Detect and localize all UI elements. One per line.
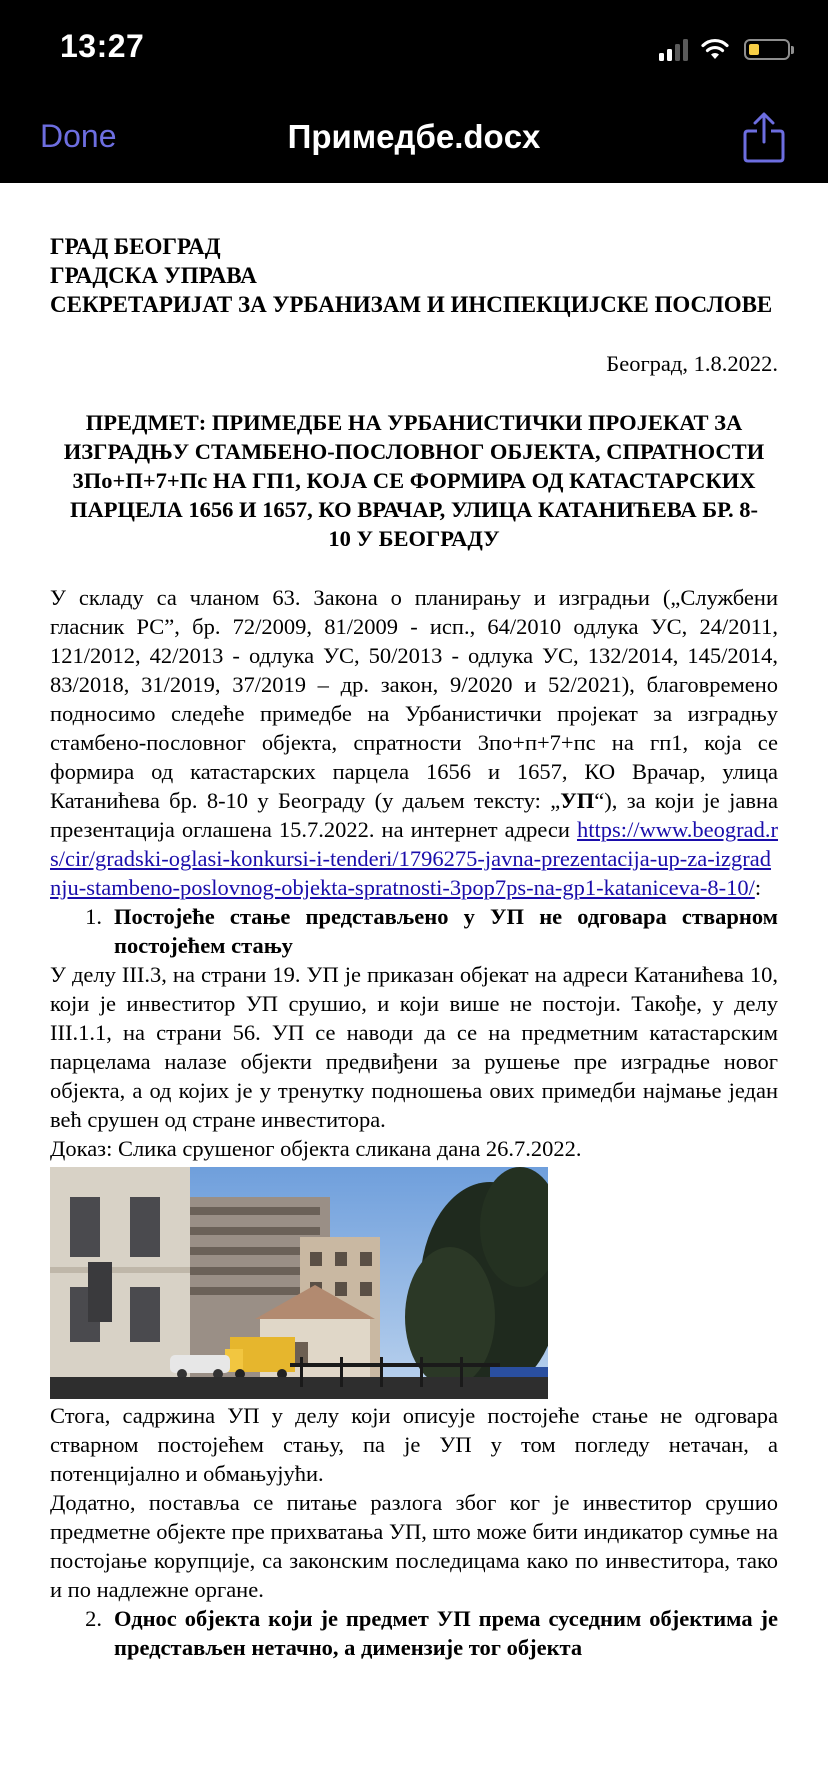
wifi-icon [700, 38, 730, 60]
conclusion-paragraph: Стога, садржина УП у делу који описује постојеће стање не одговара стварном постојећем стању, па је УП у том погледу нетачан, а потенцијално и обмањујући. [50, 1403, 778, 1486]
share-icon[interactable] [742, 112, 786, 164]
presentation-link[interactable]: https://www.beograd.rs/cir/gradski-oglasi-konkursi-i-tenderi/1796275-javna-prezentacija-up-za-izgradnju-stambeno-poslovnog-objekta-spratnosti-3pop7ps-na-gp1-kataniceva-8-10/ [50, 817, 778, 900]
list-number: 2. [85, 1606, 102, 1631]
demolished-building-photo [50, 1167, 548, 1399]
cellular-signal-icon [659, 37, 688, 61]
list-item-2 [50, 1604, 778, 1662]
top-bar [0, 0, 828, 183]
intro-paragraph [50, 583, 778, 902]
status-icons [659, 34, 790, 64]
evidence-caption: Доказ: Слика срушеног објекта сликана дана 26.7.2022. [50, 1136, 582, 1161]
item1-paragraph: У делу III.3, на страни 19. УП је приказан објекат на адреси Катанићева 10, који је инвеститор УП срушио, и који више не постоји. Такође, у делу III.1.1, на страни 56. УП се наводи да се на предметним катастарским парцелама налазе објекти предвиђени за рушење пре изградње новог објекта, а од којих је у тренутку подношења ових примедби најмање један већ срушен од стране инвеститора. [50, 962, 778, 1132]
list-item-1 [50, 902, 778, 960]
document-header [50, 232, 778, 319]
document-body [50, 232, 778, 1662]
header-line: ГРАДСКА УПРАВА [50, 263, 257, 288]
intro-text-after: “), за који је јавна презентација оглашена 15.7.2022. на интернет адреси [50, 788, 778, 842]
document-title: Примедбе.docx [287, 118, 541, 155]
intro-end: : [754, 875, 762, 900]
intro-text: У складу са чланом 63. Закона о планирању и изградњи („Службени гласник РС”, бр. 72/2009, 81/2009 - исп., 64/2010 одлука УС, 24/2011, 121/2012, 42/2013 - одлука УС, 50/2013 - одлука УС, 132/2014, 145/2014, 83/2018, 31/2019, 37/2019 – др. закон, 9/2020 и 52/2021), благовремено подносимо следеће примедбе на Урбанистички пројекат за изградњу стамбено-пословног објекта, спратности 3по+п+7+пс на гп1, која се формира од катастарских парцела 1656 и 1657, КО Врачар, улица Катанићева бр. 8-10 у Београду (у даљем тексту: „ [50, 585, 778, 813]
done-button[interactable]: Done [40, 118, 117, 154]
list-number: 1. [85, 904, 102, 929]
battery-icon [744, 39, 790, 60]
document-date: Београд, 1.8.2022. [606, 351, 778, 376]
status-time: 13:27 [60, 28, 145, 64]
list-item-title: Однос објекта који је предмет УП према суседним објектима је представљен нетачно, а димензије тог објекта [114, 1606, 778, 1660]
list-item-title: Постојеће стање представљено у УП не одговара стварном постојећем стању [114, 904, 778, 958]
header-line: ГРАД БЕОГРАД [50, 234, 221, 259]
header-line: СЕКРЕТАРИЈАТ ЗА УРБАНИЗАМ И ИНСПЕКЦИЈСКЕ ПОСЛОВЕ [50, 292, 773, 317]
intro-abbrev: УП [560, 788, 595, 813]
document-subject: ПРЕДМЕТ: ПРИМЕДБЕ НА УРБАНИСТИЧКИ ПРОЈЕКАТ ЗА ИЗГРАДЊУ СТАМБЕНО-ПОСЛОВНОГ ОБЈЕКТА, СПРАТНОСТИ 3По+П+7+Пс НА ГП1, КОЈА СЕ ФОРМИРА ОД КАТАСТАРСКИХ ПАРЦЕЛА 1656 И 1657, КО ВРАЧАР, УЛИЦА КАТАНИЋЕВА БР. 8-10 У БЕОГРАДУ [63, 410, 765, 551]
additional-paragraph: Додатно, поставља се питање разлога због ког је инвеститор срушио предметне објекте пре прихватања УП, што може бити индикатор сумње на постојање корупције, са законским последицама како по инвеститора, тако и по надлежне органе. [50, 1490, 778, 1602]
